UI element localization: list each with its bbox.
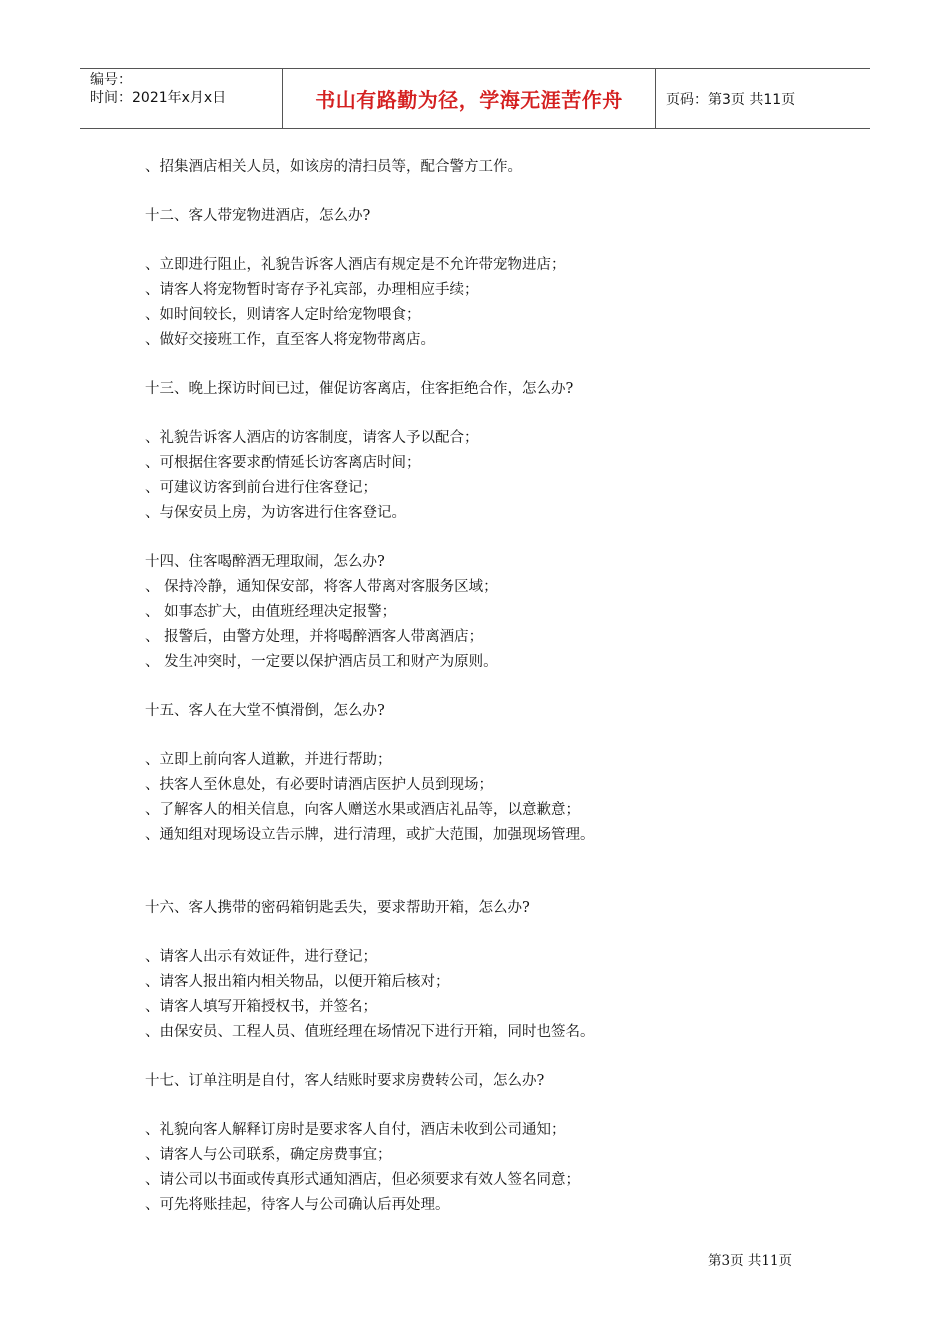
header-page-cell (656, 69, 870, 128)
list-item: 、礼貌告诉客人酒店的访客制度，请客人予以配合； (145, 430, 479, 446)
list-item: 、请客人将宠物暂时寄存予礼宾部，办理相应手续； (145, 282, 479, 298)
list-item: 、立即上前向客人道歉，并进行帮助； (145, 752, 392, 768)
list-item: 、可建议访客到前台进行住客登记； (145, 480, 377, 496)
section-title: 十七、订单注明是自付，客人结账时要求房费转公司，怎么办? (145, 1073, 545, 1089)
document-body (145, 155, 845, 1218)
page-label: 页码：第3页 共11页 (666, 91, 796, 108)
time-label: 时间：2021年x月x日 (90, 90, 227, 106)
section-title: 十三、晚上探访时间已过，催促访客离店，住客拒绝合作，怎么办? (145, 381, 574, 397)
section-title: 十二、客人带宠物进酒店，怎么办? (145, 208, 371, 224)
list-item: 、请客人与公司联系，确定房费事宜； (145, 1147, 392, 1163)
list-item: 、立即进行阻止，礼貌告诉客人酒店有规定是不允许带宠物进店； (145, 257, 566, 273)
list-item: 、 报警后，由警方处理，并将喝醉酒客人带离酒店； (145, 629, 484, 645)
page-footer: 第3页 共11页 (708, 1253, 793, 1269)
list-item: 、礼貌向客人解释订房时是要求客人自付，酒店未收到公司通知； (145, 1122, 566, 1138)
section-title: 十五、客人在大堂不慎滑倒，怎么办? (145, 703, 385, 719)
list-item: 、请客人出示有效证件，进行登记； (145, 949, 377, 965)
list-item: 、请客人填写开箱授权书，并签名； (145, 999, 377, 1015)
code-label: 编号： (90, 72, 132, 88)
list-item: 、 发生冲突时，一定要以保护酒店员工和财产为原则。 (145, 654, 498, 670)
header-motto-cell (282, 69, 656, 128)
list-item: 、扶客人至休息处，有必要时请酒店医护人员到现场； (145, 777, 493, 793)
list-item: 、与保安员上房，为访客进行住客登记。 (145, 505, 406, 521)
list-item: 、 如事态扩大，由值班经理决定报警； (145, 604, 397, 620)
list-item: 、可根据住客要求酌情延长访客离店时间； (145, 455, 421, 471)
list-item: 、如时间较长，则请客人定时给宠物喂食； (145, 307, 421, 323)
list-item: 、通知组对现场设立告示牌，进行清理，或扩大范围，加强现场管理。 (145, 827, 595, 843)
page-header (80, 68, 870, 129)
header-meta (80, 69, 282, 128)
section-title: 十四、住客喝醉酒无理取闹，怎么办? (145, 554, 385, 570)
section-title: 十六、客人携带的密码箱钥匙丢失，要求帮助开箱，怎么办? (145, 900, 530, 916)
list-item: 、做好交接班工作，直至客人将宠物带离店。 (145, 332, 435, 348)
list-item: 、请客人报出箱内相关物品，以便开箱后核对； (145, 974, 450, 990)
list-item: 、了解客人的相关信息，向客人赠送水果或酒店礼品等，以意歉意； (145, 802, 580, 818)
list-item: 、请公司以书面或传真形式通知酒店，但必须要求有效人签名同意； (145, 1172, 580, 1188)
list-item: 、 保持冷静，通知保安部，将客人带离对客服务区域； (145, 579, 498, 595)
motto: 书山有路勤为径，学海无涯苦作舟 (315, 88, 623, 112)
list-item: 、可先将账挂起，待客人与公司确认后再处理。 (145, 1197, 450, 1213)
list-item: 、招集酒店相关人员，如该房的清扫员等，配合警方工作。 (145, 159, 522, 175)
list-item: 、由保安员、工程人员、值班经理在场情况下进行开箱，同时也签名。 (145, 1024, 595, 1040)
